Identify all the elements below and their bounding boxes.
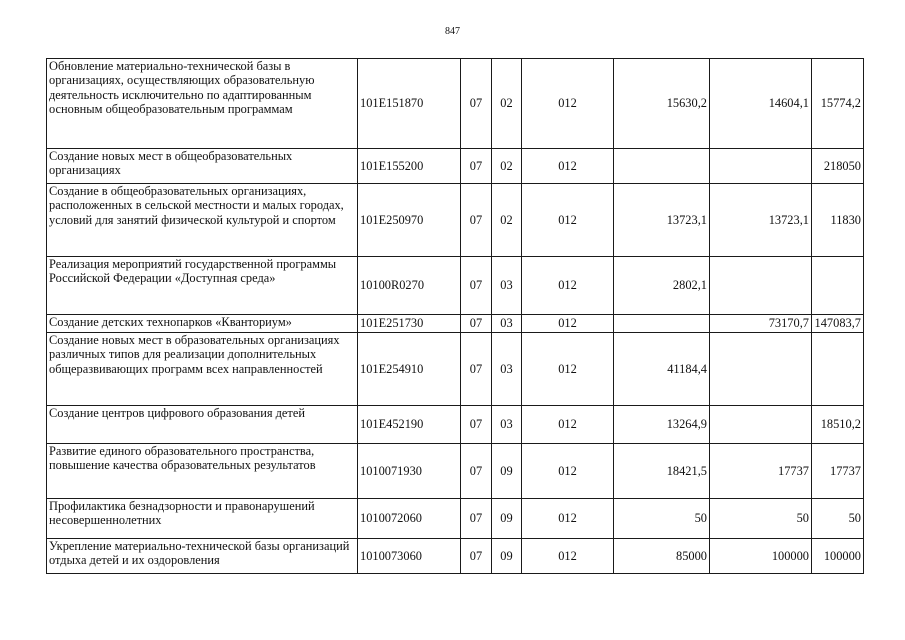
- row-year3: 17737: [812, 444, 864, 499]
- row-subsection: 09: [492, 539, 522, 574]
- row-year1: [614, 315, 710, 333]
- row-year2: 100000: [710, 539, 812, 574]
- row-kvr: 012: [522, 406, 614, 444]
- row-code: 1010072060: [358, 499, 461, 539]
- row-year2: [710, 149, 812, 184]
- row-year2: [710, 406, 812, 444]
- row-name: Создание новых мест в общеобразовательных организациях: [47, 149, 358, 184]
- row-kvr: 012: [522, 333, 614, 406]
- row-code: 10100R0270: [358, 257, 461, 315]
- table-row: [47, 333, 864, 406]
- row-year3: 100000: [812, 539, 864, 574]
- row-name: Создание центров цифрового образования детей: [47, 406, 358, 444]
- row-code: 101E151870: [358, 59, 461, 149]
- table-row: [47, 406, 864, 444]
- row-name: Профилактика безнадзорности и правонарушений несовершеннолетних: [47, 499, 358, 539]
- row-year1: 41184,4: [614, 333, 710, 406]
- row-code: 101E251730: [358, 315, 461, 333]
- row-year2: 73170,7: [710, 315, 812, 333]
- row-year2: 17737: [710, 444, 812, 499]
- row-year2: 13723,1: [710, 184, 812, 257]
- row-year3: 11830: [812, 184, 864, 257]
- row-subsection: 02: [492, 149, 522, 184]
- budget-table: [46, 58, 864, 574]
- row-kvr: 012: [522, 539, 614, 574]
- table-row: [47, 59, 864, 149]
- row-subsection: 09: [492, 499, 522, 539]
- row-kvr: 012: [522, 499, 614, 539]
- row-section: 07: [461, 499, 492, 539]
- row-year3: 50: [812, 499, 864, 539]
- row-year1: 18421,5: [614, 444, 710, 499]
- row-kvr: 012: [522, 149, 614, 184]
- row-year3: 15774,2: [812, 59, 864, 149]
- row-section: 07: [461, 184, 492, 257]
- row-kvr: 012: [522, 184, 614, 257]
- row-year1: 13723,1: [614, 184, 710, 257]
- row-subsection: 03: [492, 406, 522, 444]
- row-year1: 50: [614, 499, 710, 539]
- row-section: 07: [461, 406, 492, 444]
- row-year2: [710, 333, 812, 406]
- row-section: 07: [461, 257, 492, 315]
- row-kvr: 012: [522, 257, 614, 315]
- row-year1: 2802,1: [614, 257, 710, 315]
- row-name: Создание новых мест в образовательных организациях различных типов для реализации дополнительных общеразвивающих программ всех направленностей: [47, 333, 358, 406]
- table-body: [47, 59, 864, 574]
- row-year2: 14604,1: [710, 59, 812, 149]
- row-code: 101E452190: [358, 406, 461, 444]
- table-row: [47, 149, 864, 184]
- row-year2: 50: [710, 499, 812, 539]
- row-section: 07: [461, 333, 492, 406]
- row-section: 07: [461, 315, 492, 333]
- row-name: Развитие единого образовательного пространства, повышение качества образовательных результатов: [47, 444, 358, 499]
- row-kvr: 012: [522, 59, 614, 149]
- row-section: 07: [461, 539, 492, 574]
- row-section: 07: [461, 149, 492, 184]
- row-year3: 147083,7: [812, 315, 864, 333]
- table-row: [47, 257, 864, 315]
- table-row: [47, 499, 864, 539]
- row-subsection: 03: [492, 257, 522, 315]
- row-code: 1010071930: [358, 444, 461, 499]
- row-code: 1010073060: [358, 539, 461, 574]
- row-code: 101E155200: [358, 149, 461, 184]
- row-year3: 218050: [812, 149, 864, 184]
- row-kvr: 012: [522, 315, 614, 333]
- row-year3: [812, 333, 864, 406]
- row-year1: [614, 149, 710, 184]
- table-row: [47, 184, 864, 257]
- row-year3: [812, 257, 864, 315]
- row-subsection: 03: [492, 333, 522, 406]
- table-row: [47, 315, 864, 333]
- row-name: Создание детских технопарков «Кванториум»: [47, 315, 358, 333]
- table-row: [47, 444, 864, 499]
- row-year1: 15630,2: [614, 59, 710, 149]
- row-section: 07: [461, 444, 492, 499]
- row-subsection: 09: [492, 444, 522, 499]
- row-name: Реализация мероприятий государственной программы Российской Федерации «Доступная среда»: [47, 257, 358, 315]
- row-subsection: 03: [492, 315, 522, 333]
- row-code: 101E250970: [358, 184, 461, 257]
- row-subsection: 02: [492, 184, 522, 257]
- row-year3: 18510,2: [812, 406, 864, 444]
- row-name: Укрепление материально-технической базы организаций отдыха детей и их оздоровления: [47, 539, 358, 574]
- row-year1: 13264,9: [614, 406, 710, 444]
- row-section: 07: [461, 59, 492, 149]
- page-number: 847: [445, 26, 460, 37]
- row-year1: 85000: [614, 539, 710, 574]
- row-name: Создание в общеобразовательных организациях, расположенных в сельской местности и малых городах, условий для занятий физической культурой и спортом: [47, 184, 358, 257]
- row-kvr: 012: [522, 444, 614, 499]
- table-row: [47, 539, 864, 574]
- row-subsection: 02: [492, 59, 522, 149]
- row-code: 101E254910: [358, 333, 461, 406]
- row-year2: [710, 257, 812, 315]
- row-name: Обновление материально-технической базы в организациях, осуществляющих образовательную деятельность исключительно по адаптированным основным общеобразовательным программам: [47, 59, 358, 149]
